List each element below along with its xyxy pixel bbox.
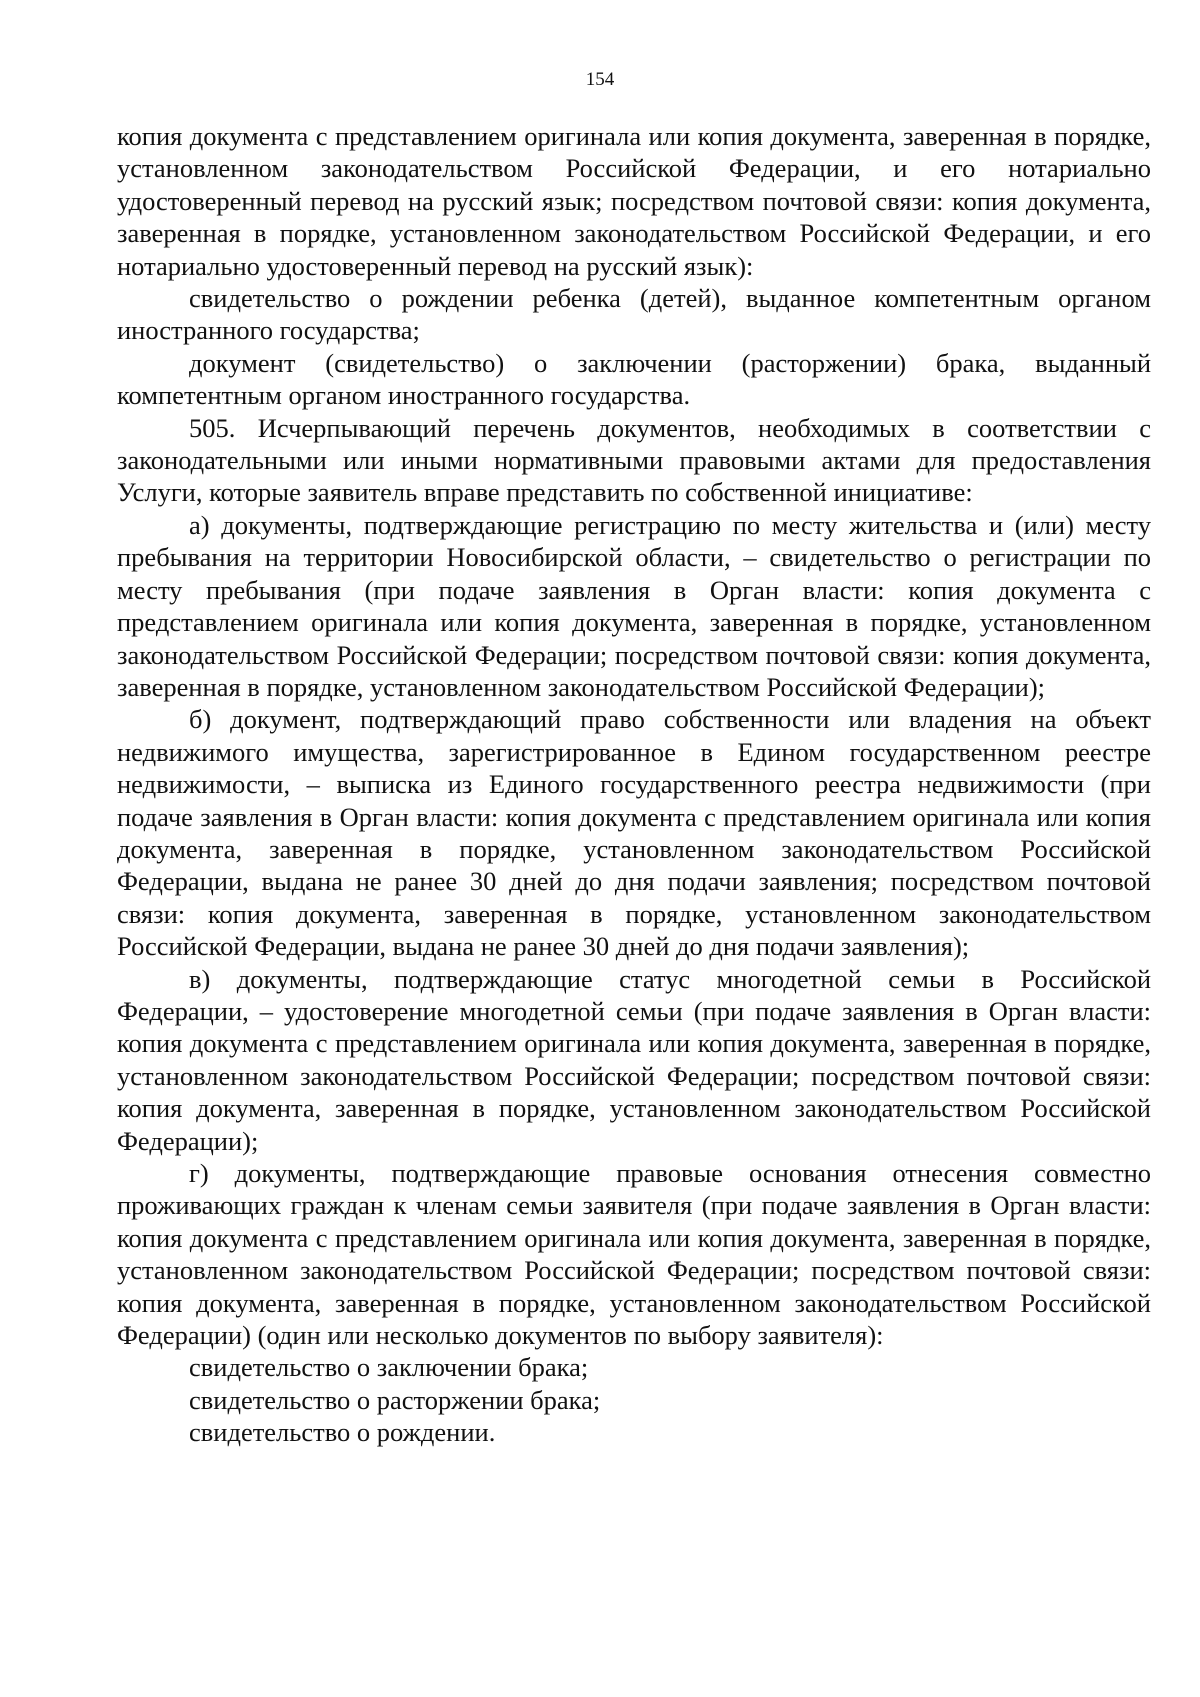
paragraph-item-b: б) документ, подтверждающий право собственности или владения на объект недвижимого имущества, зарегистрированное в Едином государственном реестре недвижимости, – выписка из Единого государственного реестра недвижимости (при подаче заявления в Орган власти: копия документа с представлением оригинала или копия документа, заверенная в порядке, установленном законодательством Российской Федерации, выдана не ранее 30 дней до дня подачи заявления; посредством почтовой связи: копия документа, заверенная в порядке, установленном законодательством Российской Федерации, выдана не ранее 30 дней до дня подачи заявления); xyxy=(117,704,1151,962)
paragraph-item-g: г) документы, подтверждающие правовые основания отнесения совместно проживающих граждан к членам семьи заявителя (при подаче заявления в Орган власти: копия документа с представлением оригинала или копия документа, заверенная в порядке, установленном законодательством Российской Федерации; посредством почтовой связи: копия документа, заверенная в порядке, установленном законодательством Российской Федерации) (один или несколько документов по выбору заявителя): xyxy=(117,1158,1151,1351)
list-item-marriage-certificate: свидетельство о заключении брака; xyxy=(189,1352,589,1383)
paragraph-birth-certificate-foreign: свидетельство о рождении ребенка (детей), выданное компетентным органом иностранного государства; xyxy=(117,283,1151,346)
paragraph-item-v: в) документы, подтверждающие статус многодетной семьи в Российской Федерации, – удостоверение многодетной семьи (при подаче заявления в Орган власти: копия документа с представлением оригинала или копия документа, заверенная в порядке, установленном законодательством Российской Федерации; посредством почтовой связи: копия документа, заверенная в порядке, установленном законодательством Российской Федерации); xyxy=(117,963,1151,1156)
list-item-birth-certificate: свидетельство о рождении. xyxy=(189,1417,496,1448)
paragraph-marriage-document-foreign: документ (свидетельство) о заключении (расторжении) брака, выданный компетентным органом иностранного государства. xyxy=(117,347,1151,411)
document-body xyxy=(117,120,1151,1449)
paragraph-item-a: а) документы, подтверждающие регистрацию по месту жительства и (или) месту пребывания на территории Новосибирской области, – свидетельство о регистрации по месту пребывания (при подаче заявления в Орган власти: копия документа с представлением оригинала или копия документа, заверенная в порядке, установленном законодательством Российской Федерации; посредством почтовой связи: копия документа, заверенная в порядке, установленном законодательством Российской Федерации); xyxy=(117,509,1151,702)
page-number: 154 xyxy=(585,69,615,90)
paragraph-505: 505. Исчерпывающий перечень документов, необходимых в соответствии с законодательными или иными нормативными правовыми актами для предоставления Услуги, которые заявитель вправе представить по собственной инициативе: xyxy=(117,412,1151,508)
list-item-divorce-certificate: свидетельство о расторжении брака; xyxy=(189,1384,601,1415)
paragraph-continuation: копия документа с представлением оригинала или копия документа, заверенная в порядке, установленном законодательством Российской Федерации, и его нотариально удостоверенный перевод на русский язык; посредством почтовой связи: копия документа, заверенная в порядке, установленном законодательством Российской Федерации, и его нотариально удостоверенный перевод на русский язык): xyxy=(117,121,1151,281)
